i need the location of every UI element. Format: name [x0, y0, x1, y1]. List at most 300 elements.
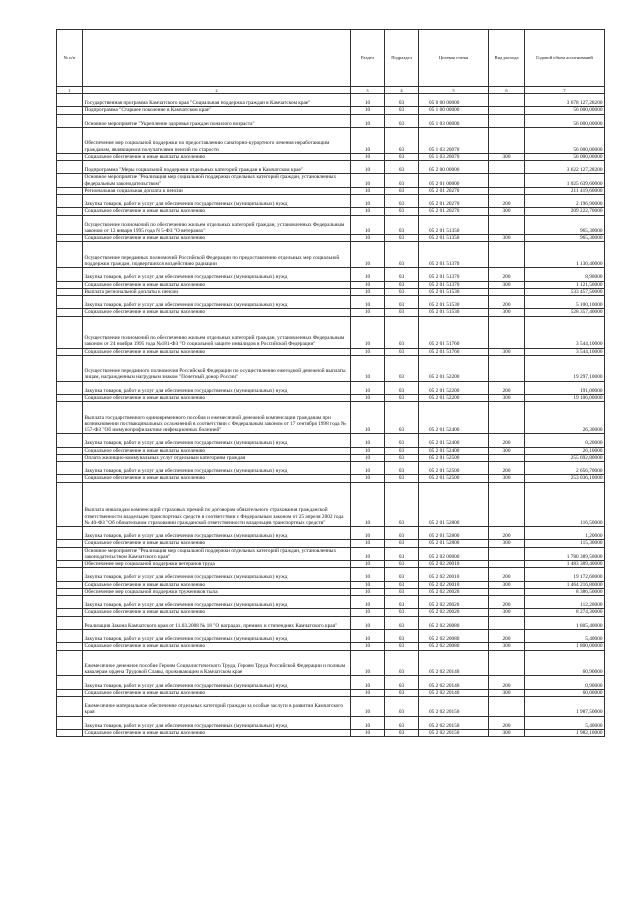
- annual-amount: 1 982,10000: [525, 729, 605, 736]
- expense-type-code: 200: [489, 268, 525, 281]
- row-number: [57, 316, 83, 348]
- table-row: [57, 447, 605, 454]
- annual-amount: 56 000,00000: [525, 153, 605, 160]
- razdel-code: 10: [351, 650, 385, 676]
- table-row: [57, 454, 605, 461]
- row-number: [57, 127, 83, 153]
- podrazdel-code: 03: [385, 174, 419, 187]
- header-podrazdel: Подраздел: [385, 30, 419, 87]
- row-number: [57, 114, 83, 127]
- table-row: [57, 268, 605, 281]
- table-row: [57, 540, 605, 547]
- target-article-code: 05 2 01 52500: [419, 454, 489, 461]
- razdel-code: 10: [351, 629, 385, 642]
- expense-name: Социальное обеспечение и иные выплаты населению: [83, 394, 351, 401]
- razdel-code: 10: [351, 215, 385, 235]
- razdel-code: 10: [351, 355, 385, 381]
- expense-name: Основное мероприятие "Укрепление здоровья граждан пожилого возраста": [83, 114, 351, 127]
- column-number: 1: [57, 87, 83, 94]
- table-row: [57, 114, 605, 127]
- row-number: [57, 475, 83, 482]
- row-number: [57, 454, 83, 461]
- row-number: [57, 107, 83, 114]
- razdel-code: 10: [351, 381, 385, 394]
- target-article-code: 05 2 02 00000: [419, 547, 489, 560]
- row-number: [57, 676, 83, 689]
- razdel-code: 10: [351, 581, 385, 588]
- annual-amount: 2 656,70000: [525, 461, 605, 474]
- podrazdel-code: 03: [385, 650, 419, 676]
- razdel-code: 10: [351, 616, 385, 629]
- expense-name: Осуществление полномочий по обеспечению жильем отдельных категорий граждан, установленных Федеральным законом от 24 ноября 1995 года №181-ФЗ "О социальной защите инвалидов в Российской Федерации": [83, 316, 351, 348]
- expense-type-code: 300: [489, 689, 525, 696]
- row-number: [57, 588, 83, 595]
- annual-amount: 56 000,00000: [525, 107, 605, 114]
- row-number: [57, 208, 83, 215]
- podrazdel-code: 03: [385, 127, 419, 153]
- row-number: [57, 194, 83, 207]
- podrazdel-code: 03: [385, 309, 419, 316]
- expense-type-code: [489, 454, 525, 461]
- razdel-code: 10: [351, 447, 385, 454]
- razdel-code: 10: [351, 454, 385, 461]
- expense-type-code: [489, 588, 525, 595]
- annual-amount: 191,00000: [525, 381, 605, 394]
- podrazdel-code: 03: [385, 588, 419, 595]
- podrazdel-code: 03: [385, 194, 419, 207]
- row-number: [57, 696, 83, 716]
- expense-name: Ежемесячное денежное пособие Героям Социалистического Труда, Героям Труда Российской Федерации и полным кавалерам ордена Трудовой Славы, проживающим в Камчатском крае: [83, 650, 351, 676]
- table-row: [57, 127, 605, 153]
- razdel-code: 10: [351, 281, 385, 288]
- expense-type-code: [489, 160, 525, 173]
- expense-type-code: [489, 187, 525, 194]
- razdel-code: 10: [351, 402, 385, 434]
- annual-amount: 3 678 127,28200: [525, 94, 605, 107]
- annual-amount: 1 464 216,80000: [525, 581, 605, 588]
- annual-amount: 533 457,50000: [525, 288, 605, 295]
- target-article-code: 05 2 01 52800: [419, 540, 489, 547]
- razdel-code: 10: [351, 160, 385, 173]
- podrazdel-code: 03: [385, 616, 419, 629]
- target-article-code: 05 2 02 20080: [419, 629, 489, 642]
- table-row: [57, 94, 605, 107]
- target-article-code: 05 2 01 52200: [419, 394, 489, 401]
- row-number: [57, 595, 83, 608]
- table-row: [57, 355, 605, 381]
- annual-amount: 112,20000: [525, 595, 605, 608]
- table-row: [57, 568, 605, 581]
- target-article-code: 05 2 01 51530: [419, 295, 489, 308]
- target-article-code: 05 2 01 52400: [419, 447, 489, 454]
- razdel-code: 10: [351, 526, 385, 539]
- expense-type-code: 300: [489, 208, 525, 215]
- expense-name: Выплата региональной доплаты к пенсии: [83, 288, 351, 295]
- podrazdel-code: 03: [385, 235, 419, 242]
- table-row: [57, 160, 605, 173]
- header-annual-amount: Годовой объем ассигнований: [525, 30, 605, 87]
- expense-name: Социальное обеспечение и иные выплаты населению: [83, 447, 351, 454]
- annual-amount: 60,90000: [525, 650, 605, 676]
- podrazdel-code: 03: [385, 268, 419, 281]
- table-row: [57, 394, 605, 401]
- row-number: [57, 281, 83, 288]
- target-article-code: 05 1 00 00000: [419, 107, 489, 114]
- table-row: [57, 153, 605, 160]
- podrazdel-code: 03: [385, 281, 419, 288]
- row-number: [57, 609, 83, 616]
- target-article-code: 05 2 02 20020: [419, 595, 489, 608]
- row-number: [57, 235, 83, 242]
- annual-amount: 60,00000: [525, 689, 605, 696]
- podrazdel-code: 03: [385, 215, 419, 235]
- header-target-article: Целевая статья: [419, 30, 489, 87]
- table-row: [57, 689, 605, 696]
- target-article-code: 05 2 01 52400: [419, 434, 489, 447]
- expense-name: Социальное обеспечение и иные выплаты населению: [83, 643, 351, 650]
- expense-name: Выплата инвалидам компенсаций страховых премий по договорам обязательного страхования гражданской ответственности владельцев транспортных средств в соответствии с Федеральным законом от 25 апреля 2002 года № 40-ФЗ "Об обязательном страховании гражданской ответственности владельцев транспортных средств": [83, 482, 351, 526]
- annual-amount: 2 196,90000: [525, 194, 605, 207]
- podrazdel-code: 03: [385, 609, 419, 616]
- table-row: [57, 381, 605, 394]
- podrazdel-code: 03: [385, 381, 419, 394]
- row-number: [57, 309, 83, 316]
- table-row: [57, 208, 605, 215]
- expense-type-code: [489, 650, 525, 676]
- table-row: [57, 235, 605, 242]
- expense-type-code: 200: [489, 295, 525, 308]
- table-row: [57, 402, 605, 434]
- expense-name: Социальное обеспечение и иные выплаты населению: [83, 581, 351, 588]
- razdel-code: 10: [351, 482, 385, 526]
- table-row: [57, 434, 605, 447]
- expense-type-code: 200: [489, 676, 525, 689]
- table-header-row: [57, 30, 605, 87]
- razdel-code: 10: [351, 461, 385, 474]
- annual-amount: 19 106,00000: [525, 394, 605, 401]
- table-row: [57, 696, 605, 716]
- table-row: [57, 174, 605, 187]
- podrazdel-code: 03: [385, 461, 419, 474]
- annual-amount: 8 274,30000: [525, 609, 605, 616]
- podrazdel-code: 03: [385, 114, 419, 127]
- annual-amount: 0,90000: [525, 676, 605, 689]
- expense-type-code: [489, 616, 525, 629]
- expense-name: Основное мероприятие "Реализация мер социальной поддержки отдельных категорий граждан, установленных федеральным законодательством": [83, 174, 351, 187]
- target-article-code: 05 2 00 00000: [419, 160, 489, 173]
- table-row: [57, 560, 605, 567]
- row-number: [57, 94, 83, 107]
- row-number: [57, 729, 83, 736]
- expense-name: Социальное обеспечение и иные выплаты населению: [83, 153, 351, 160]
- table-row: [57, 643, 605, 650]
- expense-name: Основное мероприятие "Реализация мер социальной поддержки отдельных категорий граждан, установленных законодательством Камчатского края": [83, 547, 351, 560]
- podrazdel-code: 03: [385, 729, 419, 736]
- table-row: [57, 309, 605, 316]
- razdel-code: 10: [351, 588, 385, 595]
- podrazdel-code: 03: [385, 540, 419, 547]
- expense-type-code: 300: [489, 447, 525, 454]
- expense-type-code: [489, 114, 525, 127]
- expense-type-code: 200: [489, 568, 525, 581]
- table-row: [57, 461, 605, 474]
- row-number: [57, 153, 83, 160]
- table-row: [57, 650, 605, 676]
- annual-amount: 3 544,10000: [525, 316, 605, 348]
- expense-name: Социальное обеспечение и иные выплаты населению: [83, 208, 351, 215]
- podrazdel-code: 03: [385, 160, 419, 173]
- podrazdel-code: 03: [385, 560, 419, 567]
- podrazdel-code: 03: [385, 482, 419, 526]
- row-number: [57, 547, 83, 560]
- podrazdel-code: 03: [385, 348, 419, 355]
- target-article-code: 05 2 01 52500: [419, 461, 489, 474]
- target-article-code: 05 2 01 20270: [419, 194, 489, 207]
- row-number: [57, 187, 83, 194]
- razdel-code: 10: [351, 295, 385, 308]
- podrazdel-code: 03: [385, 153, 419, 160]
- annual-amount: 19 172,60000: [525, 568, 605, 581]
- expense-type-code: [489, 94, 525, 107]
- razdel-code: 10: [351, 595, 385, 608]
- target-article-code: 05 2 01 51370: [419, 242, 489, 268]
- razdel-code: 10: [351, 676, 385, 689]
- annual-amount: 965,30000: [525, 235, 605, 242]
- expense-name: Закупка товаров, работ и услуг для обеспечения государственных (муниципальных) нужд: [83, 629, 351, 642]
- target-article-code: 05 2 01 52200: [419, 355, 489, 381]
- expense-name: Закупка товаров, работ и услуг для обеспечения государственных (муниципальных) нужд: [83, 526, 351, 539]
- annual-amount: 1 805,40000: [525, 616, 605, 629]
- table-row: [57, 547, 605, 560]
- row-number: [57, 268, 83, 281]
- annual-amount: 115,30000: [525, 540, 605, 547]
- expense-type-code: 300: [489, 281, 525, 288]
- target-article-code: 05 2 01 51530: [419, 288, 489, 295]
- table-row: [57, 729, 605, 736]
- podrazdel-code: 03: [385, 316, 419, 348]
- razdel-code: 10: [351, 153, 385, 160]
- razdel-code: 10: [351, 475, 385, 482]
- expense-type-code: 300: [489, 540, 525, 547]
- podrazdel-code: 03: [385, 208, 419, 215]
- expense-type-code: 200: [489, 194, 525, 207]
- target-article-code: 05 2 01 20270: [419, 187, 489, 194]
- target-article-code: 05 2 02 20020: [419, 609, 489, 616]
- expense-name: Закупка товаров, работ и услуг для обеспечения государственных (муниципальных) нужд: [83, 268, 351, 281]
- razdel-code: 10: [351, 187, 385, 194]
- podrazdel-code: 03: [385, 355, 419, 381]
- annual-amount: 26,30000: [525, 402, 605, 434]
- row-number: [57, 394, 83, 401]
- expense-name: Социальное обеспечение и иные выплаты населению: [83, 609, 351, 616]
- razdel-code: 10: [351, 114, 385, 127]
- expense-type-code: [489, 107, 525, 114]
- target-article-code: 05 2 01 52200: [419, 381, 489, 394]
- expense-name: Социальное обеспечение и иные выплаты населению: [83, 475, 351, 482]
- target-article-code: 05 2 01 51350: [419, 235, 489, 242]
- podrazdel-code: 03: [385, 716, 419, 729]
- row-number: [57, 568, 83, 581]
- table-column-numbers-row: [57, 87, 605, 94]
- row-number: [57, 689, 83, 696]
- expense-type-code: [489, 174, 525, 187]
- expense-name: Государственная программа Камчатского края "Социальная поддержка граждан в Камчатском крае": [83, 94, 351, 107]
- target-article-code: 05 2 01 52400: [419, 402, 489, 434]
- expense-type-code: 300: [489, 394, 525, 401]
- row-number: [57, 160, 83, 173]
- budget-table: [56, 29, 605, 737]
- razdel-code: 10: [351, 540, 385, 547]
- podrazdel-code: 03: [385, 581, 419, 588]
- column-number: 2: [83, 87, 351, 94]
- annual-amount: 1 800,00000: [525, 643, 605, 650]
- podrazdel-code: 03: [385, 475, 419, 482]
- annual-amount: 1 130,40000: [525, 242, 605, 268]
- target-article-code: 05 0 00 00000: [419, 94, 489, 107]
- row-number: [57, 581, 83, 588]
- target-article-code: 05 2 02 20080: [419, 616, 489, 629]
- table-row: [57, 716, 605, 729]
- expense-type-code: [489, 560, 525, 567]
- target-article-code: 05 2 01 51760: [419, 348, 489, 355]
- expense-name: Оплата жилищно-коммунальных услуг отдельным категориям граждан: [83, 454, 351, 461]
- column-number: 6: [489, 87, 525, 94]
- table-row: [57, 595, 605, 608]
- table-row: [57, 281, 605, 288]
- row-number: [57, 482, 83, 526]
- expense-type-code: 300: [489, 643, 525, 650]
- razdel-code: 10: [351, 235, 385, 242]
- podrazdel-code: 03: [385, 434, 419, 447]
- table-row: [57, 295, 605, 308]
- annual-amount: 116,50000: [525, 482, 605, 526]
- podrazdel-code: 03: [385, 696, 419, 716]
- target-article-code: 05 2 02 20150: [419, 696, 489, 716]
- target-article-code: 05 2 01 51760: [419, 316, 489, 348]
- annual-amount: 19 297,10000: [525, 355, 605, 381]
- table-row: [57, 242, 605, 268]
- podrazdel-code: 03: [385, 526, 419, 539]
- expense-name: Закупка товаров, работ и услуг для обеспечения государственных (муниципальных) нужд: [83, 295, 351, 308]
- podrazdel-code: 03: [385, 295, 419, 308]
- annual-amount: 1 987,50000: [525, 696, 605, 716]
- target-article-code: 05 2 02 20010: [419, 568, 489, 581]
- header-razdel: Раздел: [351, 30, 385, 87]
- target-article-code: 05 2 02 20140: [419, 676, 489, 689]
- table-body: [57, 94, 605, 737]
- expense-name: Закупка товаров, работ и услуг для обеспечения государственных (муниципальных) нужд: [83, 381, 351, 394]
- expense-name: Подпрограмма "Меры социальной поддержки отдельных категорий граждан в Камчатском крае": [83, 160, 351, 173]
- expense-type-code: 200: [489, 381, 525, 394]
- expense-type-code: 300: [489, 729, 525, 736]
- razdel-code: 10: [351, 568, 385, 581]
- target-article-code: 05 1 03 20070: [419, 153, 489, 160]
- podrazdel-code: 03: [385, 568, 419, 581]
- expense-name: Выплата государственного единовременного пособия и ежемесячной денежной компенсации гражданам при возникновении поствакцинальных осложнений в соответствии с Федеральным законом от 17 сентября 1998 года № 157-ФЗ "Об иммунопрофилактике инфекционных болезней": [83, 402, 351, 434]
- target-article-code: 05 2 02 20150: [419, 729, 489, 736]
- table-row: [57, 676, 605, 689]
- target-article-code: 05 2 01 20270: [419, 208, 489, 215]
- table-row: [57, 316, 605, 348]
- razdel-code: 10: [351, 696, 385, 716]
- table-row: [57, 348, 605, 355]
- row-number: [57, 355, 83, 381]
- annual-amount: 8 386,50000: [525, 588, 605, 595]
- razdel-code: 10: [351, 394, 385, 401]
- expense-type-code: [489, 316, 525, 348]
- podrazdel-code: 03: [385, 629, 419, 642]
- razdel-code: 10: [351, 609, 385, 616]
- expense-name: Осуществление полномочий по обеспечению жильем отдельных категорий граждан, установленных Федеральным законом от 12 января 1995 года N 5-ФЗ "О ветеранах": [83, 215, 351, 235]
- expense-name: Социальное обеспечение и иные выплаты населению: [83, 281, 351, 288]
- razdel-code: 10: [351, 94, 385, 107]
- annual-amount: 1,20000: [525, 526, 605, 539]
- razdel-code: 10: [351, 689, 385, 696]
- table-row: [57, 482, 605, 526]
- row-number: [57, 402, 83, 434]
- razdel-code: 10: [351, 316, 385, 348]
- razdel-code: 10: [351, 643, 385, 650]
- table-row: [57, 616, 605, 629]
- annual-amount: 1 025 639,60000: [525, 174, 605, 187]
- expense-type-code: [489, 355, 525, 381]
- expense-type-code: [489, 215, 525, 235]
- annual-amount: 5 100,10000: [525, 295, 605, 308]
- annual-amount: 5,40000: [525, 716, 605, 729]
- table-row: [57, 107, 605, 114]
- podrazdel-code: 03: [385, 447, 419, 454]
- razdel-code: 10: [351, 107, 385, 114]
- expense-name: Подпрограмма "Старшее поколение в Камчатском крае": [83, 107, 351, 114]
- expense-name: Закупка товаров, работ и услуг для обеспечения государственных (муниципальных) нужд: [83, 568, 351, 581]
- row-number: [57, 288, 83, 295]
- expense-type-code: 200: [489, 629, 525, 642]
- expense-type-code: [489, 696, 525, 716]
- podrazdel-code: 03: [385, 394, 419, 401]
- table-row: [57, 475, 605, 482]
- target-article-code: 05 1 03 20070: [419, 127, 489, 153]
- annual-amount: 528 357,40000: [525, 309, 605, 316]
- target-article-code: 05 2 01 52800: [419, 482, 489, 526]
- podrazdel-code: 03: [385, 402, 419, 434]
- target-article-code: 05 2 01 51530: [419, 309, 489, 316]
- expense-type-code: 300: [489, 309, 525, 316]
- annual-amount: 965,30000: [525, 215, 605, 235]
- expense-name: Реализация Закона Камчатского края от 11.03.2008 № 18 "О наградах, премиях и стипендиях Камчатского края": [83, 616, 351, 629]
- podrazdel-code: 03: [385, 288, 419, 295]
- razdel-code: 10: [351, 547, 385, 560]
- target-article-code: 05 2 01 51370: [419, 268, 489, 281]
- expense-type-code: [489, 547, 525, 560]
- header-name: [83, 30, 351, 87]
- row-number: [57, 381, 83, 394]
- expense-type-code: 200: [489, 716, 525, 729]
- row-number: [57, 174, 83, 187]
- expense-name: Ежемесячное материальное обеспечение отдельных категорий граждан за особые заслуги в развитии Камчатского края: [83, 696, 351, 716]
- razdel-code: 10: [351, 309, 385, 316]
- razdel-code: 10: [351, 434, 385, 447]
- expense-name: Закупка товаров, работ и услуг для обеспечения государственных (муниципальных) нужд: [83, 434, 351, 447]
- expense-name: Осуществление переданных полномочий Российской Федерации по предоставлению отдельных мер социальной поддержки граждан, подвергшихся воздействию радиации: [83, 242, 351, 268]
- expense-type-code: 300: [489, 153, 525, 160]
- expense-type-code: 300: [489, 348, 525, 355]
- podrazdel-code: 03: [385, 689, 419, 696]
- expense-name: Социальное обеспечение и иные выплаты населению: [83, 540, 351, 547]
- razdel-code: 10: [351, 174, 385, 187]
- table-row: [57, 581, 605, 588]
- table-row: [57, 187, 605, 194]
- razdel-code: 10: [351, 288, 385, 295]
